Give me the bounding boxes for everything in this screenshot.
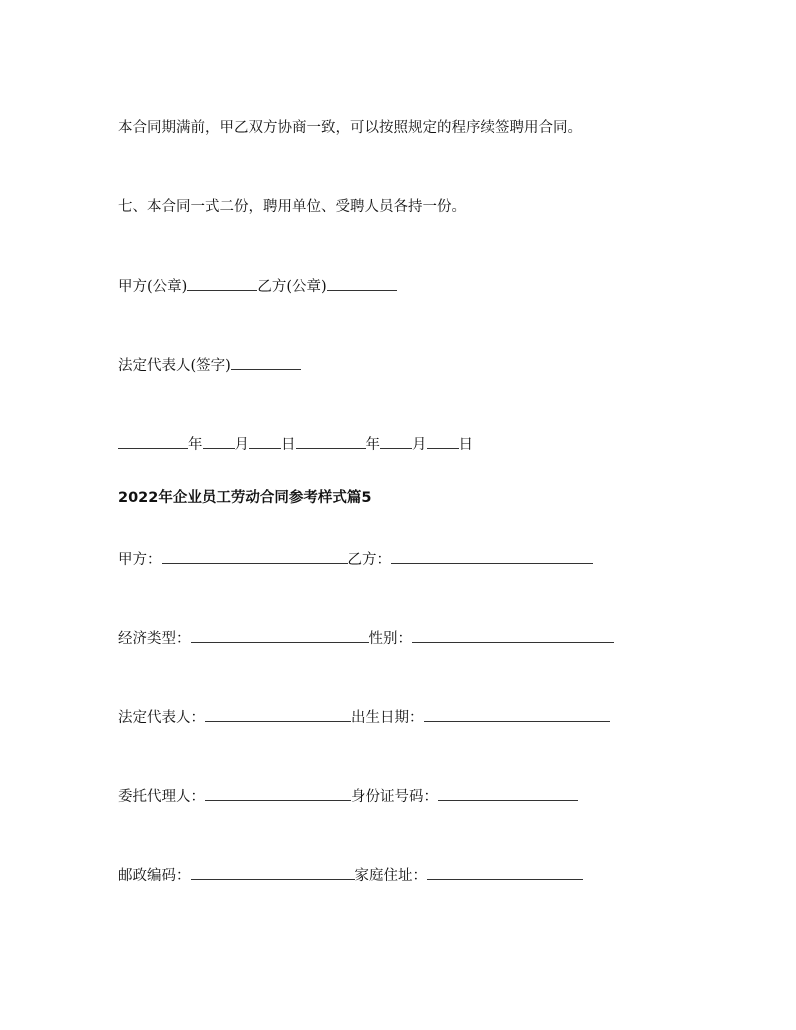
- year-label-a: 年: [188, 437, 203, 453]
- paragraph-copies: 七、本合同一式二份，聘用单位、受聘人员各持一份。: [118, 199, 466, 215]
- party-a-seal-label: 甲方(公章): [118, 279, 188, 295]
- party-b-blank[interactable]: [391, 549, 593, 564]
- day-label-a: 日: [281, 437, 296, 453]
- party-b-label: 乙方：: [347, 552, 391, 568]
- parties-line: [118, 549, 593, 570]
- year-blank-a[interactable]: [118, 434, 188, 449]
- legal-rep-sign-label: 法定代表人(签字): [118, 358, 231, 374]
- legal-rep-label: 法定代表人：: [118, 710, 205, 726]
- economic-type-label: 经济类型：: [118, 631, 191, 647]
- birth-date-blank[interactable]: [424, 707, 610, 722]
- agent-blank[interactable]: [205, 786, 351, 801]
- legal-rep-sign-blank[interactable]: [231, 355, 301, 370]
- party-a-seal-blank[interactable]: [187, 276, 257, 291]
- gender-label: 性别：: [368, 631, 412, 647]
- paragraph-renewal: 本合同期满前，甲乙双方协商一致，可以按照规定的程序续签聘用合同。: [118, 120, 582, 136]
- legal-rep-birth-line: [118, 707, 610, 728]
- postal-code-blank[interactable]: [191, 865, 355, 880]
- party-b-seal-label: 乙方(公章): [257, 279, 327, 295]
- year-label-b: 年: [365, 437, 380, 453]
- year-blank-b[interactable]: [296, 434, 366, 449]
- id-number-blank[interactable]: [438, 786, 578, 801]
- party-a-blank[interactable]: [162, 549, 348, 564]
- economic-gender-line: [118, 628, 614, 649]
- month-blank-a[interactable]: [203, 434, 235, 449]
- day-blank-a[interactable]: [249, 434, 281, 449]
- party-b-seal-blank[interactable]: [327, 276, 397, 291]
- postal-code-label: 邮政编码：: [118, 868, 191, 884]
- gender-blank[interactable]: [412, 628, 614, 643]
- seal-line: [118, 276, 397, 297]
- birth-date-label: 出生日期：: [351, 710, 424, 726]
- day-label-b: 日: [458, 437, 473, 453]
- agent-label: 委托代理人：: [118, 789, 205, 805]
- economic-type-blank[interactable]: [191, 628, 369, 643]
- month-label-b: 月: [412, 437, 427, 453]
- home-address-blank[interactable]: [427, 865, 583, 880]
- legal-rep-blank[interactable]: [205, 707, 351, 722]
- section-title: 2022年企业员工劳动合同参考样式篇5: [118, 490, 372, 506]
- agent-id-line: [118, 786, 578, 807]
- party-a-label: 甲方：: [118, 552, 162, 568]
- day-blank-b[interactable]: [427, 434, 459, 449]
- legal-rep-sign-line: [118, 355, 301, 376]
- month-blank-b[interactable]: [380, 434, 412, 449]
- home-address-label: 家庭住址：: [354, 868, 427, 884]
- postal-address-line: [118, 865, 583, 886]
- date-line: [118, 434, 473, 455]
- month-label-a: 月: [234, 437, 249, 453]
- id-number-label: 身份证号码：: [351, 789, 438, 805]
